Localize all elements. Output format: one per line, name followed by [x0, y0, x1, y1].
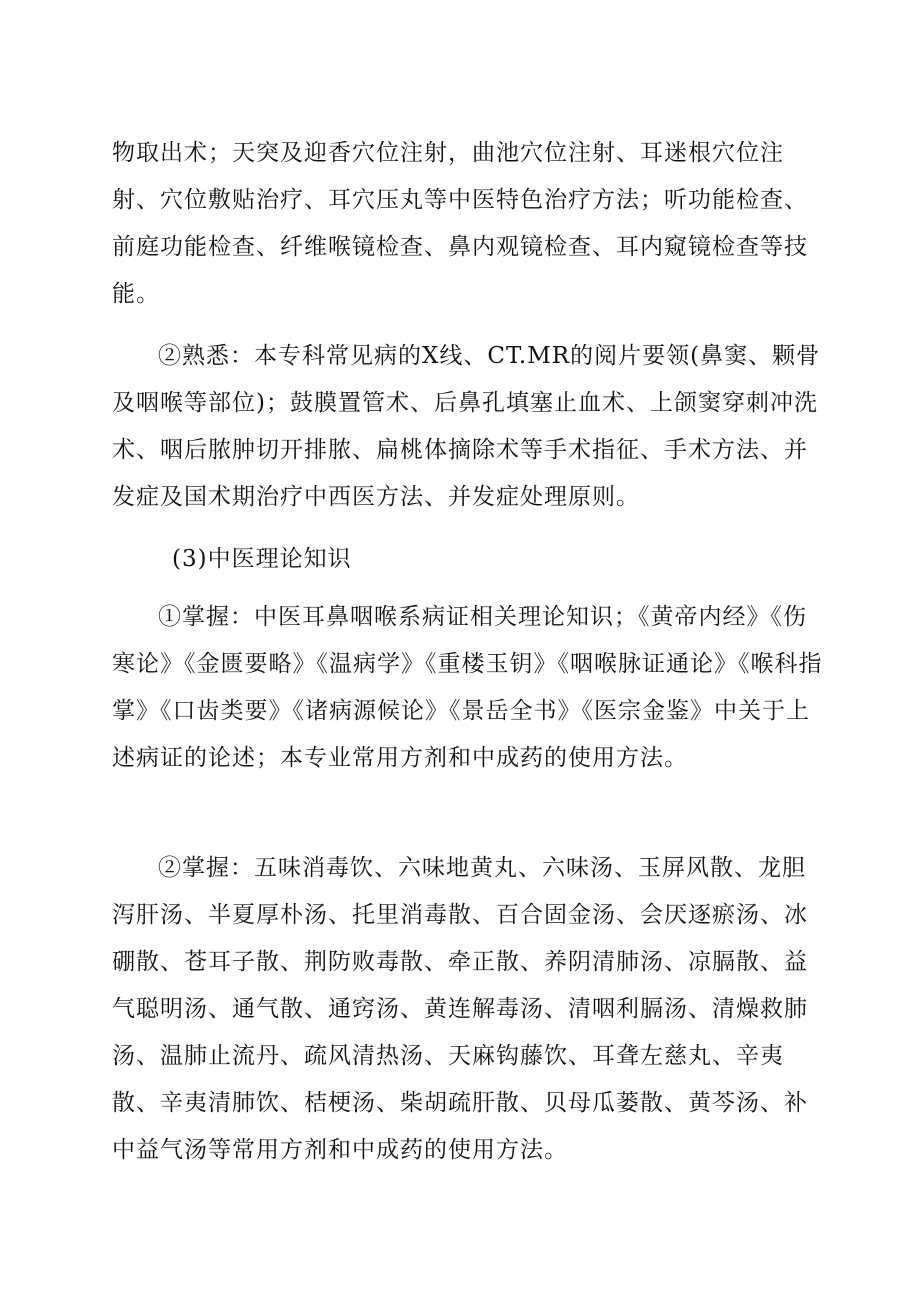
- section-heading-tcm-theory: (3)中医理论知识: [172, 546, 352, 572]
- paragraph-master-prescriptions: ②掌握：五味消毒饮、六味地黄丸、六味汤、玉屏风散、龙胆泻肝汤、半夏厚朴汤、托里消毒散、百合固金汤、会厌逐瘀汤、冰硼散、苍耳子散、荆防败毒散、牵正散、养阴清肺汤、凉膈散、益气聪明汤、通气散、通窍汤、黄连解毒汤、清咽利膈汤、清燥救肺汤、温肺止流丹、疏风清热汤、天麻钩藤饮、耳聋左慈丸、辛夷散、辛夷清肺饮、桔梗汤、柴胡疏肝散、贝母瓜蒌散、黄芩汤、补中益气汤等常用方剂和中成药的使用方法。: [112, 855, 808, 1163]
- paragraph-techniques: 物取出术；天突及迎香穴位注射，曲池穴位注射、耳迷根穴位注射、穴位敷贴治疗、耳穴压丸等中医特色治疗方法；听功能检查、前庭功能检查、纤维喉镜检查、鼻内观镜检查、耳内窥镜检查等技能。: [112, 140, 808, 307]
- paragraph-familiar-imaging-surgery: ②熟悉：本专科常见病的X线、CT.MR的阅片要领(鼻窦、颗骨及咽喉等部位)；鼓膜置管术、后鼻孔填塞止血术、上颌窦穿刺冲洗术、咽后脓肿切开排脓、扁桃体摘除术等手术指征、手术方法、并发症及国术期治疗中西医方法、并发症处理原则。: [112, 343, 821, 510]
- paragraph-master-classics: ①掌握：中医耳鼻咽喉系病证相关理论知识；《黄帝内经》《伤寒论》《金匮要略》《温病学》《重楼玉钥》《咽喉脉证通论》《喉科指掌》《口齿类要》《诸病源候论》《景岳全书》《医宗金鉴》中关于上述病证的论述；本专业常用方剂和中成药的使用方法。: [112, 604, 823, 771]
